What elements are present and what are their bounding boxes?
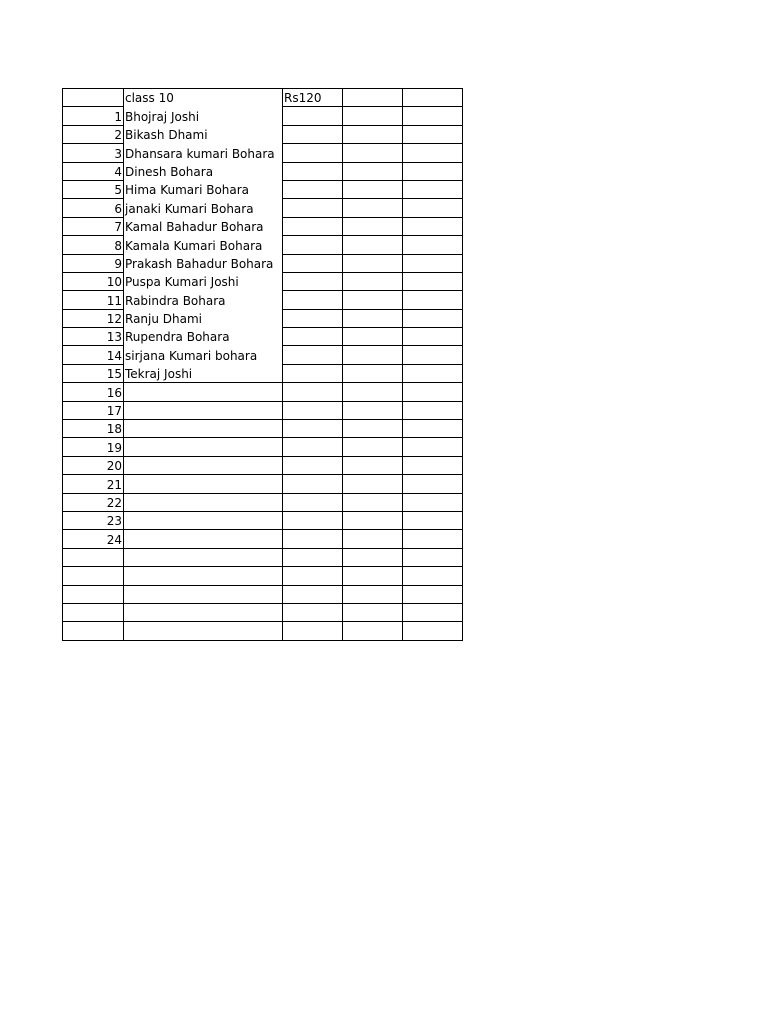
table-row	[63, 585, 463, 603]
empty-cell[interactable]	[343, 346, 403, 364]
table-row	[63, 511, 463, 529]
header-cell-blank[interactable]	[63, 89, 124, 107]
empty-cell[interactable]	[403, 585, 463, 603]
empty-cell[interactable]	[403, 107, 463, 125]
empty-cell[interactable]	[283, 420, 343, 438]
student-name-cell[interactable]	[124, 383, 283, 401]
table-row	[63, 438, 463, 456]
table-row	[63, 401, 463, 419]
empty-cell[interactable]	[403, 291, 463, 309]
table-row	[63, 254, 463, 272]
table-row	[63, 548, 463, 566]
empty-cell[interactable]	[403, 622, 463, 640]
empty-cell[interactable]	[343, 511, 403, 529]
empty-cell[interactable]	[343, 107, 403, 125]
student-name-cell[interactable]: Puspa Kumari Joshi	[124, 272, 283, 290]
empty-cell[interactable]	[283, 603, 343, 621]
row-number-cell[interactable]: 12	[63, 309, 124, 327]
empty-cell[interactable]	[343, 530, 403, 548]
empty-cell[interactable]	[343, 254, 403, 272]
empty-cell[interactable]	[283, 107, 343, 125]
student-name-cell[interactable]	[124, 511, 283, 529]
table-row	[63, 530, 463, 548]
empty-cell[interactable]	[343, 475, 403, 493]
empty-cell[interactable]	[403, 420, 463, 438]
empty-cell[interactable]	[403, 217, 463, 235]
empty-cell[interactable]	[343, 125, 403, 143]
header-cell-empty[interactable]	[343, 89, 403, 107]
student-name-cell[interactable]: Kamal Bahadur Bohara	[124, 217, 283, 235]
row-number-cell[interactable]: 23	[63, 511, 124, 529]
table-row	[63, 217, 463, 235]
empty-cell[interactable]	[283, 291, 343, 309]
student-name-cell[interactable]	[124, 548, 283, 566]
student-name-cell[interactable]: Dhansara kumari Bohara	[124, 144, 283, 162]
empty-cell[interactable]	[403, 236, 463, 254]
empty-cell[interactable]	[403, 199, 463, 217]
row-number-cell[interactable]: 24	[63, 530, 124, 548]
row-number-cell[interactable]	[63, 585, 124, 603]
row-number-cell[interactable]: 9	[63, 254, 124, 272]
empty-cell[interactable]	[283, 438, 343, 456]
empty-cell[interactable]	[283, 456, 343, 474]
empty-cell[interactable]	[343, 383, 403, 401]
student-name-cell[interactable]	[124, 585, 283, 603]
empty-cell[interactable]	[283, 346, 343, 364]
row-number-cell[interactable]: 18	[63, 420, 124, 438]
empty-cell[interactable]	[403, 567, 463, 585]
empty-cell[interactable]	[283, 162, 343, 180]
student-name-cell[interactable]	[124, 530, 283, 548]
row-number-cell[interactable]: 1	[63, 107, 124, 125]
empty-cell[interactable]	[343, 420, 403, 438]
fee-cell[interactable]: Rs120	[283, 89, 343, 107]
empty-cell[interactable]	[403, 603, 463, 621]
student-name-cell[interactable]	[124, 401, 283, 419]
empty-cell[interactable]	[283, 622, 343, 640]
table-row	[63, 144, 463, 162]
empty-cell[interactable]	[283, 383, 343, 401]
row-number-cell[interactable]: 22	[63, 493, 124, 511]
empty-cell[interactable]	[283, 511, 343, 529]
row-number-cell[interactable]: 16	[63, 383, 124, 401]
student-name-cell[interactable]	[124, 622, 283, 640]
table-row	[63, 236, 463, 254]
table-row	[63, 567, 463, 585]
table-row	[63, 328, 463, 346]
student-name-cell[interactable]: Kamala Kumari Bohara	[124, 236, 283, 254]
empty-cell[interactable]	[403, 511, 463, 529]
table-row	[63, 272, 463, 290]
empty-cell[interactable]	[343, 603, 403, 621]
class-label-cell[interactable]: class 10	[124, 89, 283, 107]
empty-cell[interactable]	[403, 180, 463, 198]
empty-cell[interactable]	[283, 236, 343, 254]
empty-cell[interactable]	[283, 585, 343, 603]
student-name-cell[interactable]: Hima Kumari Bohara	[124, 180, 283, 198]
empty-cell[interactable]	[343, 567, 403, 585]
empty-cell[interactable]	[343, 309, 403, 327]
row-number-cell[interactable]: 20	[63, 456, 124, 474]
empty-cell[interactable]	[283, 493, 343, 511]
empty-cell[interactable]	[343, 217, 403, 235]
empty-cell[interactable]	[283, 217, 343, 235]
empty-cell[interactable]	[343, 438, 403, 456]
empty-cell[interactable]	[403, 383, 463, 401]
table-row	[63, 346, 463, 364]
table-row	[63, 456, 463, 474]
empty-cell[interactable]	[343, 585, 403, 603]
empty-cell[interactable]	[403, 401, 463, 419]
spreadsheet-body	[63, 89, 463, 641]
student-name-cell[interactable]: sirjana Kumari bohara	[124, 346, 283, 364]
row-number-cell[interactable]: 19	[63, 438, 124, 456]
student-name-cell[interactable]	[124, 456, 283, 474]
header-cell-empty[interactable]	[403, 89, 463, 107]
empty-cell[interactable]	[343, 180, 403, 198]
empty-cell[interactable]	[403, 144, 463, 162]
empty-cell[interactable]	[283, 254, 343, 272]
row-number-cell[interactable]: 6	[63, 199, 124, 217]
empty-cell[interactable]	[403, 125, 463, 143]
table-row	[63, 125, 463, 143]
empty-cell[interactable]	[403, 456, 463, 474]
row-number-cell[interactable]: 17	[63, 401, 124, 419]
student-name-cell[interactable]	[124, 603, 283, 621]
empty-cell[interactable]	[343, 272, 403, 290]
row-number-cell[interactable]: 14	[63, 346, 124, 364]
empty-cell[interactable]	[403, 364, 463, 382]
table-row	[63, 199, 463, 217]
empty-cell[interactable]	[283, 309, 343, 327]
student-name-cell[interactable]: janaki Kumari Bohara	[124, 199, 283, 217]
empty-cell[interactable]	[343, 364, 403, 382]
table-row	[63, 309, 463, 327]
empty-cell[interactable]	[343, 199, 403, 217]
table-row	[63, 383, 463, 401]
empty-cell[interactable]	[283, 328, 343, 346]
empty-cell[interactable]	[343, 548, 403, 566]
empty-cell[interactable]	[343, 456, 403, 474]
empty-cell[interactable]	[283, 364, 343, 382]
row-number-cell[interactable]: 10	[63, 272, 124, 290]
row-number-cell[interactable]	[63, 548, 124, 566]
row-number-cell[interactable]	[63, 603, 124, 621]
header-row	[63, 89, 463, 107]
row-number-cell[interactable]: 8	[63, 236, 124, 254]
empty-cell[interactable]	[403, 475, 463, 493]
spreadsheet-table	[62, 88, 463, 641]
empty-cell[interactable]	[343, 291, 403, 309]
table-row	[63, 180, 463, 198]
student-name-cell[interactable]: Rabindra Bohara	[124, 291, 283, 309]
student-name-cell[interactable]: Ranju Dhami	[124, 309, 283, 327]
empty-cell[interactable]	[403, 530, 463, 548]
student-name-cell[interactable]: Tekraj Joshi	[124, 364, 283, 382]
row-number-cell[interactable]: 13	[63, 328, 124, 346]
table-row	[63, 493, 463, 511]
row-number-cell[interactable]	[63, 622, 124, 640]
empty-cell[interactable]	[283, 567, 343, 585]
table-row	[63, 291, 463, 309]
empty-cell[interactable]	[283, 475, 343, 493]
empty-cell[interactable]	[403, 162, 463, 180]
student-name-cell[interactable]	[124, 567, 283, 585]
student-name-cell[interactable]: Bikash Dhami	[124, 125, 283, 143]
empty-cell[interactable]	[343, 162, 403, 180]
empty-cell[interactable]	[403, 548, 463, 566]
empty-cell[interactable]	[403, 493, 463, 511]
empty-cell[interactable]	[403, 438, 463, 456]
row-number-cell[interactable]: 4	[63, 162, 124, 180]
empty-cell[interactable]	[343, 493, 403, 511]
empty-cell[interactable]	[283, 401, 343, 419]
student-name-cell[interactable]	[124, 493, 283, 511]
empty-cell[interactable]	[283, 530, 343, 548]
row-number-cell[interactable]: 21	[63, 475, 124, 493]
student-name-cell[interactable]	[124, 475, 283, 493]
empty-cell[interactable]	[343, 236, 403, 254]
row-number-cell[interactable]: 3	[63, 144, 124, 162]
empty-cell[interactable]	[403, 328, 463, 346]
row-number-cell[interactable]: 15	[63, 364, 124, 382]
empty-cell[interactable]	[343, 401, 403, 419]
empty-cell[interactable]	[343, 328, 403, 346]
student-name-cell[interactable]	[124, 438, 283, 456]
student-name-cell[interactable]: Bhojraj Joshi	[124, 107, 283, 125]
table-row	[63, 603, 463, 621]
row-number-cell[interactable]	[63, 567, 124, 585]
student-name-cell[interactable]: Prakash Bahadur Bohara	[124, 254, 283, 272]
empty-cell[interactable]	[403, 254, 463, 272]
row-number-cell[interactable]: 11	[63, 291, 124, 309]
empty-cell[interactable]	[283, 199, 343, 217]
empty-cell[interactable]	[283, 180, 343, 198]
empty-cell[interactable]	[283, 144, 343, 162]
empty-cell[interactable]	[403, 309, 463, 327]
empty-cell[interactable]	[343, 622, 403, 640]
empty-cell[interactable]	[343, 144, 403, 162]
student-name-cell[interactable]: Rupendra Bohara	[124, 328, 283, 346]
row-number-cell[interactable]: 5	[63, 180, 124, 198]
empty-cell[interactable]	[403, 272, 463, 290]
empty-cell[interactable]	[403, 346, 463, 364]
row-number-cell[interactable]: 2	[63, 125, 124, 143]
student-name-cell[interactable]	[124, 420, 283, 438]
table-row	[63, 364, 463, 382]
row-number-cell[interactable]: 7	[63, 217, 124, 235]
table-row	[63, 420, 463, 438]
table-row	[63, 162, 463, 180]
student-name-cell[interactable]: Dinesh Bohara	[124, 162, 283, 180]
empty-cell[interactable]	[283, 125, 343, 143]
table-row	[63, 475, 463, 493]
empty-cell[interactable]	[283, 272, 343, 290]
table-row	[63, 107, 463, 125]
table-row	[63, 622, 463, 640]
empty-cell[interactable]	[283, 548, 343, 566]
